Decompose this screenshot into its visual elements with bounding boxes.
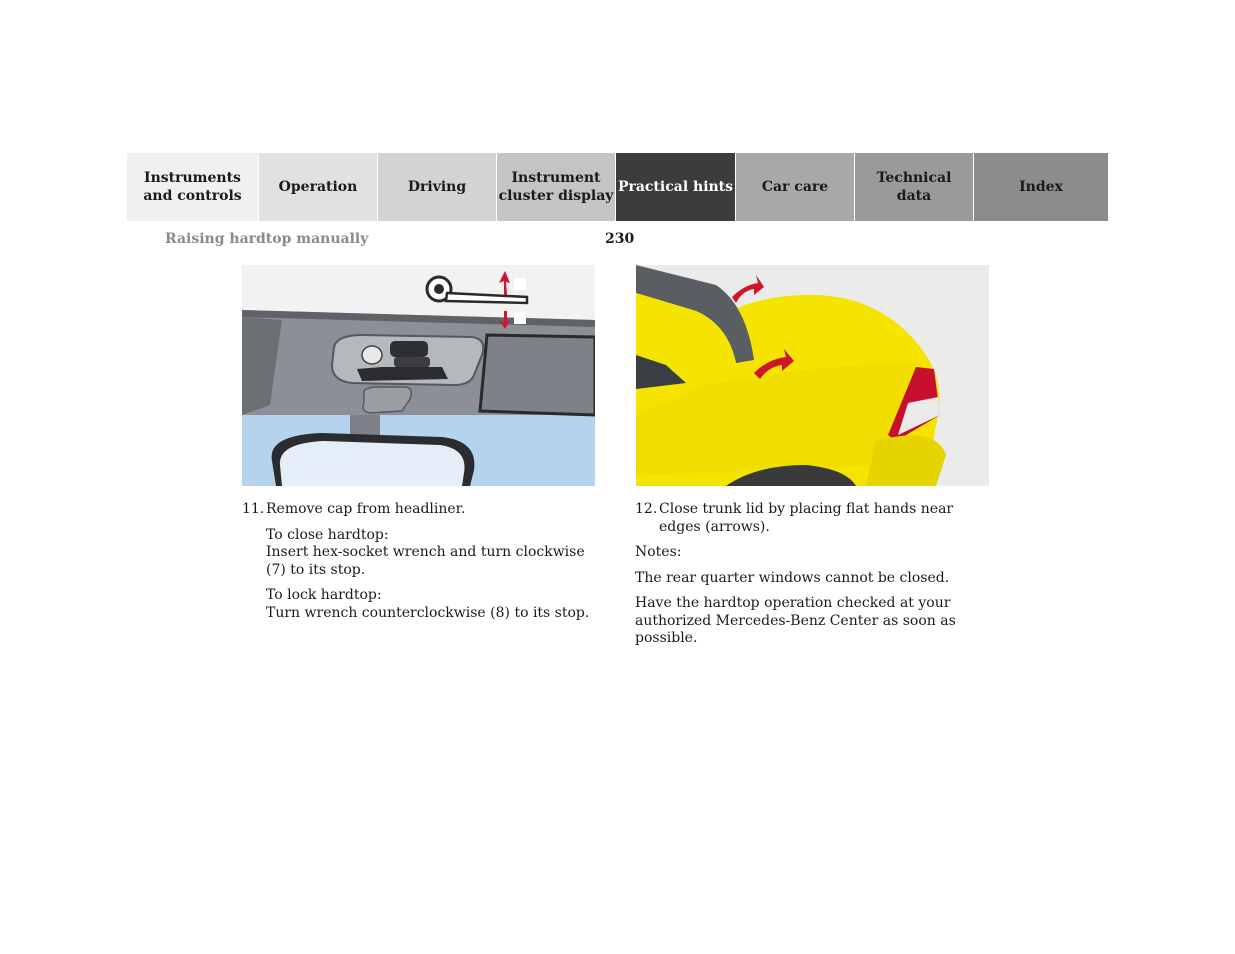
chapter-nav <box>127 153 1108 221</box>
close-text: Insert hex-socket wrench and turn clockwise (7) to its stop. <box>266 544 585 578</box>
lock-heading: To lock hardtop: <box>266 587 382 603</box>
tab-car-care[interactable]: Car care <box>736 153 855 221</box>
headliner-wrench-illustration <box>242 265 595 486</box>
headliner-figure <box>242 265 595 486</box>
close-heading: To close hardtop: <box>266 526 389 543</box>
step-text: Close trunk lid by placing flat hands near edges (arrows). <box>659 501 954 535</box>
tab-operation[interactable]: Operation <box>259 153 378 221</box>
note-2: Have the hardtop operation checked at your authorized Mercedes-Benz Center as soon as possible. <box>635 595 956 646</box>
step-11 <box>242 501 597 519</box>
step-text: Remove cap from headliner. <box>266 501 466 517</box>
tab-technical-data[interactable]: Technical data <box>855 153 974 221</box>
right-column <box>635 501 990 656</box>
note-1: The rear quarter windows cannot be closed. <box>635 569 950 586</box>
left-column <box>242 501 597 630</box>
tab-instrument-cluster-display[interactable]: Instrument cluster display <box>497 153 616 221</box>
step-number: 11. <box>242 501 265 517</box>
close-hardtop-block <box>242 527 597 580</box>
step-12 <box>635 501 990 536</box>
trunk-lid-illustration <box>636 265 989 486</box>
tab-practical-hints[interactable]: Practical hints <box>616 153 736 221</box>
section-title: Raising hardtop manually <box>165 231 369 247</box>
lock-text: Turn wrench counterclockwise (8) to its stop. <box>266 604 590 621</box>
trunk-figure <box>636 265 989 486</box>
page-number: 230 <box>605 231 635 247</box>
lock-hardtop-block <box>242 587 597 622</box>
step-number: 12. <box>635 501 658 517</box>
tab-index[interactable]: Index <box>974 153 1108 221</box>
tab-instruments-and-controls[interactable]: Instruments and controls <box>127 153 259 221</box>
notes-label: Notes: <box>635 544 682 560</box>
tab-driving[interactable]: Driving <box>378 153 497 221</box>
